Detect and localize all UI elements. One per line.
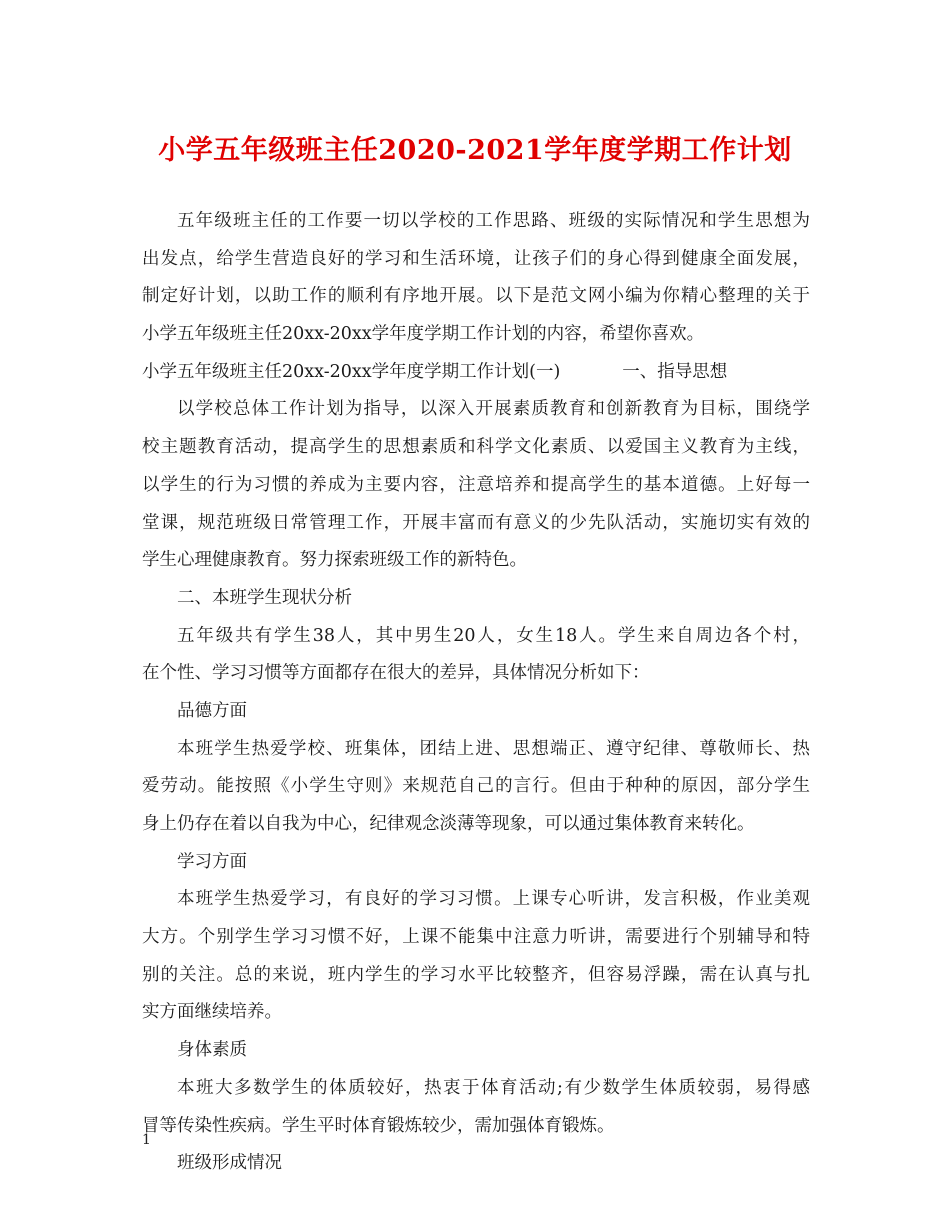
text-line: 小学五年级班主任20xx-20xx学年度学期工作计划的内容，希望你喜欢。 <box>142 324 705 345</box>
text-line: 品德方面 <box>177 700 247 721</box>
text-line: 五年级共有学生38人，其中男生20人，女生18人。学生来自周边各个村， <box>177 625 810 646</box>
text-line: 二、本班学生现状分析 <box>177 587 352 608</box>
page-number: 1 <box>142 1132 151 1148</box>
text-line: 身体素质 <box>177 1040 247 1061</box>
text-line: 班级形成情况 <box>177 1153 282 1174</box>
text-line: 堂课，规范班级日常管理工作，开展丰富而有意义的少先队活动，实施切实有效的 <box>142 512 810 533</box>
text-line: 本班学生热爱学校、班集体，团结上进、思想端正、遵守纪律、尊敬师长、热 <box>177 738 810 759</box>
text-line: 校主题教育活动，提高学生的思想素质和科学文化素质、以爱国主义教育为主线， <box>142 437 810 458</box>
text-line: 制定好计划，以助工作的顺利有序地开展。以下是范文网小编为你精心整理的关于 <box>142 286 810 307</box>
text-line: 别的关注。总的来说，班内学生的学习水平比较整齐，但容易浮躁，需在认真与扎 <box>142 964 810 985</box>
document-title: 小学五年级班主任2020-2021学年度学期工作计划 <box>158 135 792 166</box>
document-body <box>142 203 810 1183</box>
text-line: 五年级班主任的工作要一切以学校的工作思路、班级的实际情况和学生思想为 <box>177 211 810 231</box>
text-line: 学习方面 <box>177 851 247 872</box>
text-line: 以学生的行为习惯的养成为主要内容，注意培养和提高学生的基本道德。上好每一 <box>142 474 810 495</box>
text-line: 大方。个别学生学习习惯不好，上课不能集中注意力听讲，需要进行个别辅导和特 <box>142 927 810 948</box>
text-line: 本班学生热爱学习，有良好的学习习惯。上课专心听讲，发言积极，作业美观 <box>177 889 810 910</box>
text-line: 冒等传染性疾病。学生平时体育锻炼较少，需加强体育锻炼。 <box>142 1115 615 1136</box>
text-line: 实方面继续培养。 <box>142 1002 282 1023</box>
text-line-part: 小学五年级班主任20xx-20xx学年度学期工作计划(一) <box>142 361 561 382</box>
text-line: 以学校总体工作计划为指导，以深入开展素质教育和创新教育为目标，围绕学 <box>177 399 810 420</box>
text-line: 身上仍存在着以自我为中心，纪律观念淡薄等现象，可以通过集体教育来转化。 <box>142 814 755 834</box>
text-line: 在个性、学习习惯等方面都存在很大的差异，具体情况分析如下： <box>142 663 650 684</box>
text-line: 出发点，给学生营造良好的学习和生活环境，让孩子们的身心得到健康全面发展， <box>142 248 810 269</box>
text-line <box>142 354 810 392</box>
text-line: 爱劳动。能按照《小学生守则》来规范自己的言行。但由于种种的原因，部分学生 <box>142 776 810 797</box>
text-line: 本班大多数学生的体质较好，热衷于体育活动;有少数学生体质较弱，易得感 <box>177 1077 810 1098</box>
text-line: 学生心理健康教育。努力探索班级工作的新特色。 <box>142 550 527 571</box>
section-heading: 一、指导思想 <box>622 361 728 382</box>
